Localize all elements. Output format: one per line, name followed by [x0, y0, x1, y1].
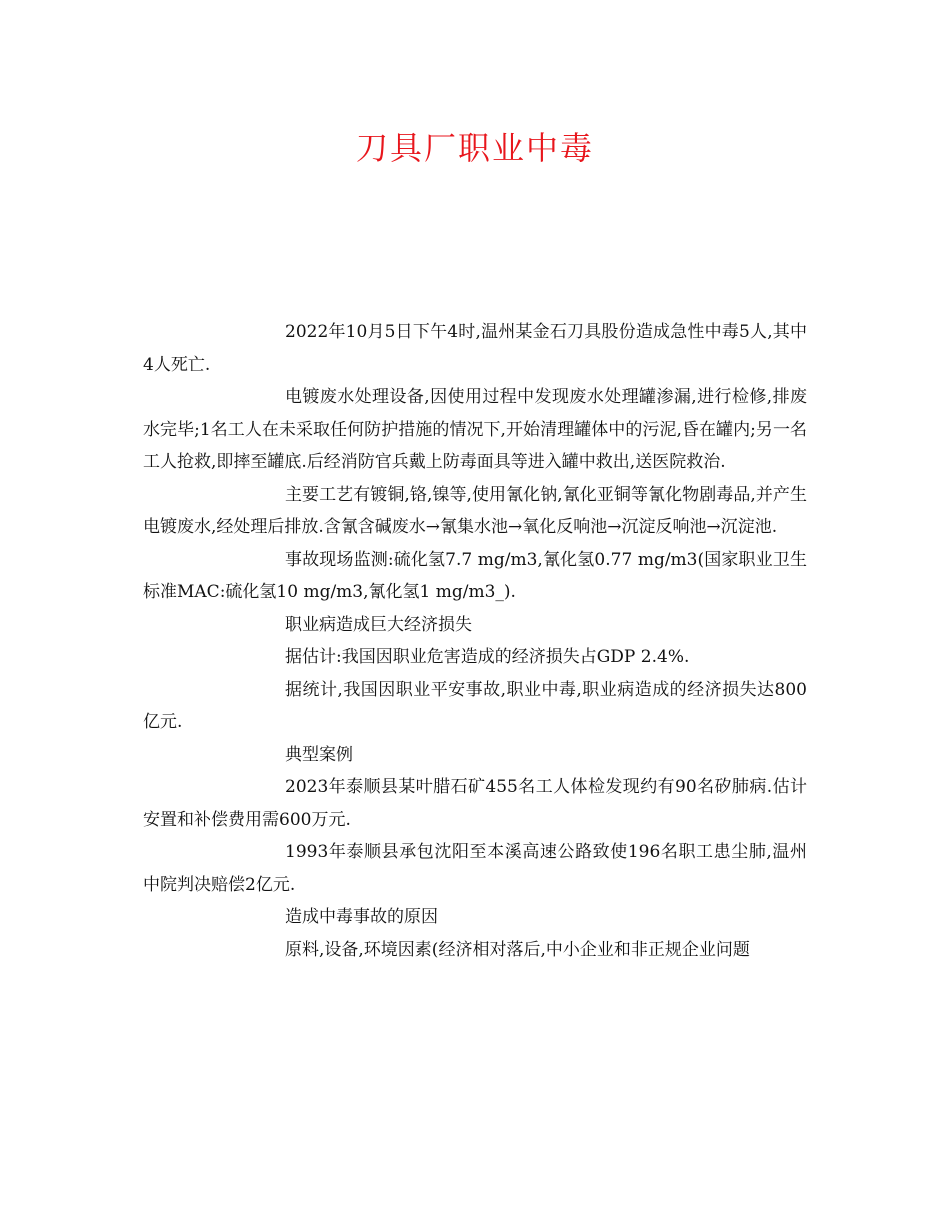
paragraph-process: 主要工艺有镀铜,铬,镍等,使用氰化钠,氰化亚铜等氰化物剧毒品,并产生电镀废水,经处理后排放.含氰含碱废水→氰集水池→氧化反响池→沉淀反响池→沉淀池.	[143, 484, 807, 537]
paragraph-causes: 原料,设备,环境因素(经济相对落后,中小企业和非正规企业问题	[285, 939, 750, 960]
paragraph-incident-details: 电镀废水处理设备,因使用过程中发现废水处理罐渗漏,进行检修,排废水完毕;1名工人在未采取任何防护措施的情况下,开始清理罐体中的污泥,昏在罐内;另一名工人抢救,即摔至罐底.后经消防官兵戴上防毒面具等进入罐中救出,送医院救治.	[143, 387, 807, 472]
heading-typical-cases: 典型案例	[285, 744, 353, 765]
paragraph-case-2: 1993年泰顺县承包沈阳至本溪高速公路致使196名职工患尘肺,温州中院判决赔偿2亿元.	[143, 842, 807, 895]
paragraph-statistics: 据统计,我国因职业平安事故,职业中毒,职业病造成的经济损失达800亿元.	[143, 679, 807, 732]
document-title: 刀具厂职业中毒	[355, 129, 594, 167]
paragraph-estimate: 据估计:我国因职业危害造成的经济损失占GDP 2.4%.	[285, 647, 690, 667]
document-body	[143, 316, 807, 966]
heading-causes: 造成中毒事故的原因	[285, 907, 438, 927]
paragraph-incident-summary: 2022年10月5日下午4时,温州某金石刀具股份造成急性中毒5人,其中4人死亡.	[143, 322, 807, 375]
heading-economic-loss: 职业病造成巨大经济损失	[285, 614, 472, 635]
paragraph-case-1: 2023年泰顺县某叶腊石矿455名工人体检发现约有90名矽肺病.估计安置和补偿费用需600万元.	[143, 777, 807, 830]
paragraph-monitoring: 事故现场监测:硫化氢7.7 mg/m3,氰化氢0.77 mg/m3(国家职业卫生标准MAC:硫化氢10 mg/m3,氰化氢1 mg/m3_).	[143, 549, 807, 602]
